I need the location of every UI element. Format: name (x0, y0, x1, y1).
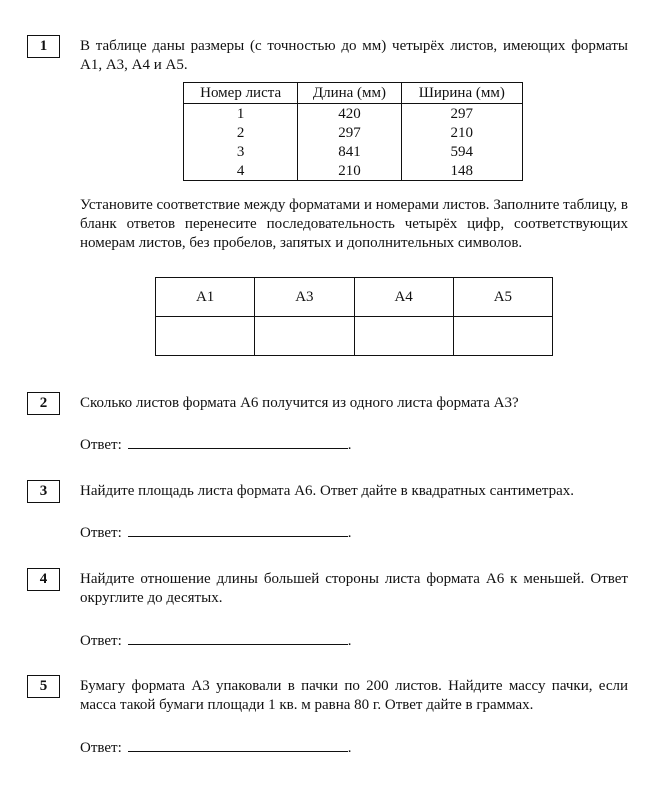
answer-label: Ответ: (80, 740, 122, 756)
answer-label: Ответ: (80, 437, 122, 453)
format-answer-row (156, 317, 553, 356)
answer-end: . (347, 740, 352, 756)
cell-length: 420 (298, 104, 401, 124)
answer-line (80, 629, 352, 651)
answer-line (80, 521, 352, 543)
cell-sheet-number: 2 (184, 123, 298, 142)
format-label: А3 (255, 278, 354, 317)
table-header-row (184, 83, 523, 104)
answer-field[interactable] (128, 629, 348, 645)
cell-width: 210 (401, 123, 522, 142)
answer-field[interactable] (128, 521, 348, 537)
answer-field[interactable] (128, 433, 348, 449)
cell-length: 297 (298, 123, 401, 142)
table-row (184, 161, 523, 181)
answer-cell-a4[interactable] (354, 317, 453, 356)
answer-label: Ответ: (80, 633, 122, 649)
answer-end: . (347, 437, 352, 453)
task-4-question: Найдите отношение длины большей стороны листа формата А6 к меньшей. Ответ округлите до десятых. (80, 571, 628, 606)
answer-cell-a1[interactable] (156, 317, 255, 356)
answer-end: . (347, 525, 352, 541)
cell-width: 148 (401, 161, 522, 181)
task-number-box: 3 (27, 480, 60, 503)
format-header-row (156, 278, 553, 317)
answer-cell-a3[interactable] (255, 317, 354, 356)
format-label: А5 (453, 278, 552, 317)
task-number-box: 1 (27, 35, 60, 58)
sheet-sizes-table (183, 82, 523, 181)
task-number-box: 2 (27, 392, 60, 415)
cell-width: 297 (401, 104, 522, 124)
format-match-table (155, 277, 553, 356)
answer-line (80, 736, 352, 758)
task-3-question: Найдите площадь листа формата А6. Ответ дайте в квадратных сантиметрах. (80, 483, 575, 499)
task-5-question: Бумагу формата А3 упаковали в пачки по 200 листов. Найдите массу пачки, если масса такой бумаги площади 1 кв. м равна 80 г. Ответ дайте в граммах. (80, 678, 628, 713)
answer-label: Ответ: (80, 525, 122, 541)
task-1-instruction: Установите соответствие между форматами и номерами листов. Заполните таблицу, в бланк ответов перенесите последовательность четырёх цифр, соответствующих номерам листов, без пробелов, запятых и дополнительных символов. (80, 197, 628, 251)
cell-width: 594 (401, 142, 522, 161)
answer-end: . (347, 633, 352, 649)
cell-sheet-number: 4 (184, 161, 298, 181)
cell-sheet-number: 1 (184, 104, 298, 124)
table-row (184, 104, 523, 124)
table-row (184, 142, 523, 161)
cell-sheet-number: 3 (184, 142, 298, 161)
format-label: А4 (354, 278, 453, 317)
header-width: Ширина (мм) (401, 83, 522, 104)
table-row (184, 123, 523, 142)
header-length: Длина (мм) (298, 83, 401, 104)
cell-length: 841 (298, 142, 401, 161)
format-label: А1 (156, 278, 255, 317)
task-1-intro: В таблице даны размеры (с точностью до мм) четырёх листов, имеющих форматы А1, А3, А4 и А5. (80, 38, 628, 73)
task-number-box: 5 (27, 675, 60, 698)
cell-length: 210 (298, 161, 401, 181)
header-sheet-number: Номер листа (184, 83, 298, 104)
task-number-box: 4 (27, 568, 60, 591)
answer-field[interactable] (128, 736, 348, 752)
answer-cell-a5[interactable] (453, 317, 552, 356)
task-2-question: Сколько листов формата А6 получится из одного листа формата А3? (80, 395, 519, 411)
answer-line (80, 433, 352, 455)
